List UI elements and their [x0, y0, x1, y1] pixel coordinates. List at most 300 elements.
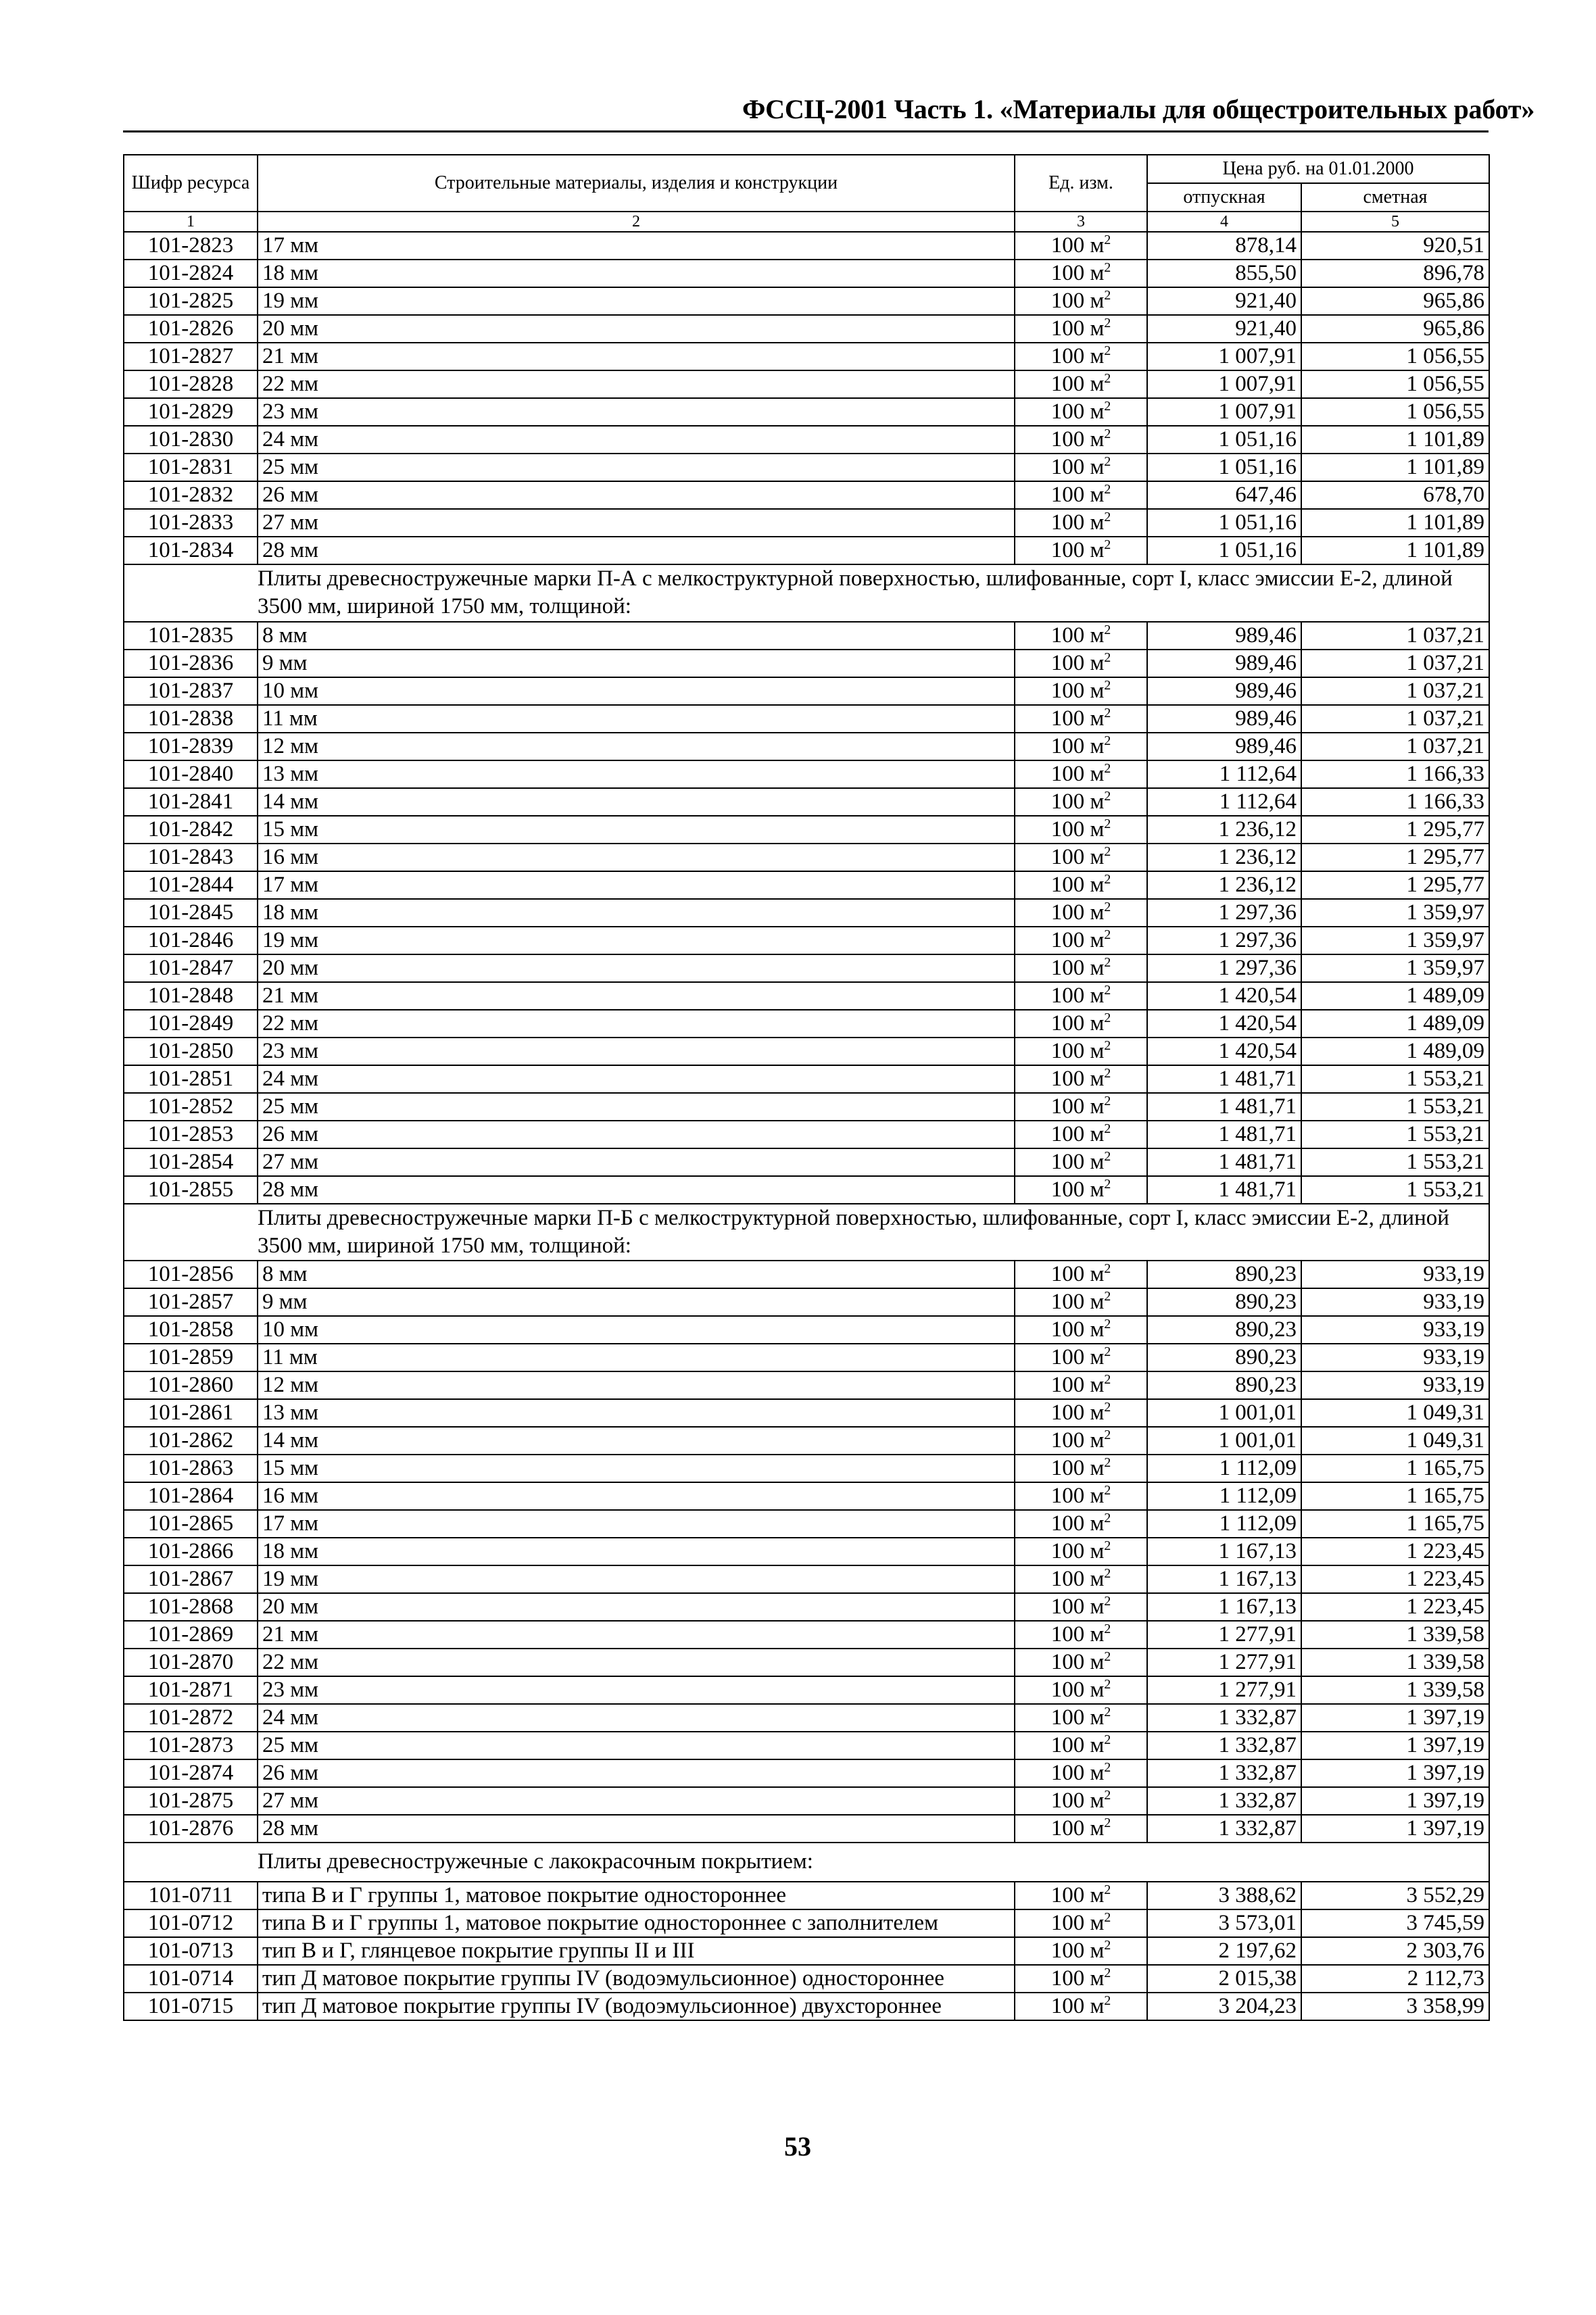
unit-cell [1015, 1909, 1147, 1937]
release-price: 1 007,91 [1147, 343, 1301, 370]
table-row [124, 1121, 1489, 1148]
resource-code: 101-2842 [124, 816, 258, 844]
estimate-price: 1 101,89 [1301, 537, 1489, 564]
header-code: Шифр ресурса [124, 155, 258, 212]
table-row [124, 1649, 1489, 1676]
estimate-price: 965,86 [1301, 287, 1489, 315]
table-body [124, 232, 1489, 2020]
table-row [124, 481, 1489, 509]
unit-text: 100 м [1050, 1484, 1105, 1508]
resource-code: 101-2869 [124, 1621, 258, 1649]
table-row [124, 622, 1489, 650]
unit-text: 100 м [1050, 1149, 1105, 1174]
resource-code: 101-2838 [124, 705, 258, 733]
material-name: 27 мм [258, 1148, 1015, 1176]
estimate-price: 1 049,31 [1301, 1427, 1489, 1455]
material-name: 22 мм [258, 370, 1015, 398]
resource-code: 101-2876 [124, 1815, 258, 1843]
unit-cell [1015, 1093, 1147, 1121]
release-price: 890,23 [1147, 1288, 1301, 1316]
unit-text: 100 м [1050, 1094, 1105, 1119]
material-name: 13 мм [258, 760, 1015, 788]
resource-code: 101-2850 [124, 1038, 258, 1065]
release-price: 1 236,12 [1147, 816, 1301, 844]
unit-text: 100 м [1050, 678, 1105, 703]
table-row [124, 426, 1489, 454]
estimate-price: 933,19 [1301, 1344, 1489, 1371]
material-name: 13 мм [258, 1399, 1015, 1427]
estimate-price: 965,86 [1301, 315, 1489, 343]
unit-cell [1015, 232, 1147, 260]
table-row [124, 1010, 1489, 1038]
estimate-price: 1 295,77 [1301, 871, 1489, 899]
estimate-price: 1 553,21 [1301, 1121, 1489, 1148]
materials-price-table [123, 154, 1490, 2021]
column-number: 1 [124, 212, 258, 232]
table-row [124, 650, 1489, 677]
unit-cell [1015, 343, 1147, 370]
resource-code: 101-2858 [124, 1316, 258, 1344]
section-row [124, 564, 1489, 622]
unit-text: 100 м [1050, 733, 1105, 758]
estimate-price: 1 359,97 [1301, 899, 1489, 927]
table-row [124, 705, 1489, 733]
release-price: 1 297,36 [1147, 927, 1301, 954]
table-row [124, 954, 1489, 982]
table-row [124, 1148, 1489, 1176]
table-row [124, 1538, 1489, 1565]
estimate-price: 1 339,58 [1301, 1676, 1489, 1704]
unit-text: 100 м [1050, 483, 1105, 507]
estimate-price: 1 223,45 [1301, 1593, 1489, 1621]
unit-cell [1015, 733, 1147, 760]
unit-cell [1015, 454, 1147, 481]
page-number: 53 [784, 2131, 811, 2162]
material-name: 26 мм [258, 1121, 1015, 1148]
estimate-price: 1 553,21 [1301, 1176, 1489, 1204]
unit-text: 100 м [1050, 1816, 1105, 1841]
material-name: 24 мм [258, 426, 1015, 454]
material-name: 22 мм [258, 1010, 1015, 1038]
material-name: 19 мм [258, 287, 1015, 315]
material-name: 12 мм [258, 733, 1015, 760]
unit-cell [1015, 760, 1147, 788]
unit-text: 100 м [1050, 900, 1105, 925]
material-name: 16 мм [258, 844, 1015, 871]
unit-text: 100 м [1050, 1883, 1105, 1907]
release-price: 1 051,16 [1147, 454, 1301, 481]
table-row [124, 1455, 1489, 1482]
estimate-price: 1 223,45 [1301, 1565, 1489, 1593]
release-price: 1 051,16 [1147, 537, 1301, 564]
unit-cell [1015, 954, 1147, 982]
release-price: 1 112,09 [1147, 1455, 1301, 1482]
release-price: 1 167,13 [1147, 1538, 1301, 1565]
unit-superscript: 2 [1104, 371, 1111, 386]
unit-superscript: 2 [1104, 1649, 1111, 1664]
material-name: тип В и Г, глянцевое покрытие группы II и III [258, 1937, 1015, 1965]
unit-text: 100 м [1050, 510, 1105, 535]
unit-superscript: 2 [1104, 927, 1111, 942]
unit-cell [1015, 788, 1147, 816]
unit-text: 100 м [1050, 1622, 1105, 1647]
release-price: 1 112,64 [1147, 788, 1301, 816]
unit-superscript: 2 [1104, 816, 1111, 831]
table-row [124, 760, 1489, 788]
material-name: 25 мм [258, 1093, 1015, 1121]
resource-code: 101-0711 [124, 1882, 258, 1909]
unit-superscript: 2 [1104, 650, 1111, 665]
column-number: 2 [258, 212, 1015, 232]
estimate-price: 1 223,45 [1301, 1538, 1489, 1565]
table-row [124, 1399, 1489, 1427]
unit-text: 100 м [1050, 372, 1105, 396]
estimate-price: 1 397,19 [1301, 1787, 1489, 1815]
release-price: 1 007,91 [1147, 398, 1301, 426]
unit-cell [1015, 1371, 1147, 1399]
release-price: 1 007,91 [1147, 370, 1301, 398]
material-name: 8 мм [258, 1261, 1015, 1288]
resource-code: 101-2853 [124, 1121, 258, 1148]
estimate-price: 1 397,19 [1301, 1704, 1489, 1732]
resource-code: 101-2870 [124, 1649, 258, 1676]
unit-superscript: 2 [1104, 454, 1111, 469]
material-name: 17 мм [258, 1510, 1015, 1538]
material-name: 21 мм [258, 343, 1015, 370]
unit-superscript: 2 [1104, 1966, 1111, 1980]
resource-code: 101-2873 [124, 1732, 258, 1759]
table-row [124, 1909, 1489, 1937]
estimate-price: 933,19 [1301, 1316, 1489, 1344]
table-row [124, 927, 1489, 954]
unit-superscript: 2 [1104, 982, 1111, 998]
table-row [124, 1093, 1489, 1121]
release-price: 1 051,16 [1147, 509, 1301, 537]
unit-text: 100 м [1050, 761, 1105, 786]
material-name: тип Д матовое покрытие группы IV (водоэмульсионное) двухстороннее [258, 1993, 1015, 2020]
unit-text: 100 м [1050, 872, 1105, 897]
estimate-price: 1 037,21 [1301, 650, 1489, 677]
unit-cell [1015, 509, 1147, 537]
unit-text: 100 м [1050, 1066, 1105, 1091]
estimate-price: 1 056,55 [1301, 343, 1489, 370]
unit-superscript: 2 [1104, 510, 1111, 525]
column-number: 3 [1015, 212, 1147, 232]
unit-cell [1015, 426, 1147, 454]
estimate-price: 3 358,99 [1301, 1993, 1489, 2020]
table-row [124, 1261, 1489, 1288]
section-row [124, 1204, 1489, 1261]
section-blank-cell [124, 564, 258, 622]
release-price: 3 388,62 [1147, 1882, 1301, 1909]
table-row [124, 232, 1489, 260]
release-price: 1 236,12 [1147, 844, 1301, 871]
release-price: 855,50 [1147, 260, 1301, 287]
release-price: 1 332,87 [1147, 1759, 1301, 1787]
unit-text: 100 м [1050, 1400, 1105, 1425]
section-title: Плиты древесностружечные марки П-А с мелкоструктурной поверхностью, шлифованные, сорт I, класс эмиссии Е-2, длиной 3500 мм, шириной 1750 мм, толщиной: [258, 564, 1489, 622]
estimate-price: 1 397,19 [1301, 1759, 1489, 1787]
release-price: 989,46 [1147, 622, 1301, 650]
resource-code: 101-2855 [124, 1176, 258, 1204]
resource-code: 101-2837 [124, 677, 258, 705]
table-row [124, 1065, 1489, 1093]
unit-text: 100 м [1050, 344, 1105, 368]
unit-text: 100 м [1050, 289, 1105, 313]
material-name: 15 мм [258, 816, 1015, 844]
unit-cell [1015, 677, 1147, 705]
table-row [124, 844, 1489, 871]
unit-cell [1015, 1455, 1147, 1482]
unit-cell [1015, 622, 1147, 650]
table-row [124, 1759, 1489, 1787]
table-row [124, 1482, 1489, 1510]
resource-code: 101-2863 [124, 1455, 258, 1482]
unit-superscript: 2 [1104, 1594, 1111, 1609]
release-price: 989,46 [1147, 705, 1301, 733]
resource-code: 101-2849 [124, 1010, 258, 1038]
unit-superscript: 2 [1104, 399, 1111, 414]
resource-code: 101-2834 [124, 537, 258, 564]
unit-cell [1015, 816, 1147, 844]
unit-cell [1015, 287, 1147, 315]
release-price: 1 481,71 [1147, 1093, 1301, 1121]
unit-superscript: 2 [1104, 1317, 1111, 1332]
unit-cell [1015, 982, 1147, 1010]
unit-superscript: 2 [1104, 1538, 1111, 1553]
resource-code: 101-2871 [124, 1676, 258, 1704]
resource-code: 101-2875 [124, 1787, 258, 1815]
resource-code: 101-2848 [124, 982, 258, 1010]
unit-superscript: 2 [1104, 1677, 1111, 1692]
section-title: Плиты древесностружечные с лакокрасочным покрытием: [258, 1843, 1489, 1882]
resource-code: 101-2828 [124, 370, 258, 398]
table-row [124, 1676, 1489, 1704]
estimate-price: 1 056,55 [1301, 398, 1489, 426]
column-number: 5 [1301, 212, 1489, 232]
table-row [124, 899, 1489, 927]
unit-text: 100 м [1050, 233, 1105, 258]
release-price: 3 573,01 [1147, 1909, 1301, 1937]
unit-superscript: 2 [1104, 1705, 1111, 1720]
unit-cell [1015, 398, 1147, 426]
unit-text: 100 м [1050, 1567, 1105, 1591]
material-name: 21 мм [258, 982, 1015, 1010]
release-price: 890,23 [1147, 1371, 1301, 1399]
unit-cell [1015, 1593, 1147, 1621]
unit-cell [1015, 1399, 1147, 1427]
table-header [124, 155, 1489, 232]
table-row [124, 1316, 1489, 1344]
estimate-price: 1 166,33 [1301, 760, 1489, 788]
material-name: 8 мм [258, 622, 1015, 650]
resource-code: 101-2831 [124, 454, 258, 481]
estimate-price: 933,19 [1301, 1261, 1489, 1288]
table-row [124, 733, 1489, 760]
unit-cell [1015, 1676, 1147, 1704]
table-row [124, 1176, 1489, 1204]
release-price: 2 015,38 [1147, 1965, 1301, 1993]
unit-superscript: 2 [1104, 1176, 1111, 1192]
estimate-price: 1 553,21 [1301, 1065, 1489, 1093]
material-name: 18 мм [258, 899, 1015, 927]
material-name: 25 мм [258, 454, 1015, 481]
release-price: 1 481,71 [1147, 1148, 1301, 1176]
release-price: 3 204,23 [1147, 1993, 1301, 2020]
unit-superscript: 2 [1104, 1148, 1111, 1164]
material-name: типа В и Г группы 1, матовое покрытие одностороннее [258, 1882, 1015, 1909]
unit-superscript: 2 [1104, 1038, 1111, 1053]
resource-code: 101-2865 [124, 1510, 258, 1538]
resource-code: 101-2836 [124, 650, 258, 677]
unit-text: 100 м [1050, 427, 1105, 452]
unit-text: 100 м [1050, 455, 1105, 479]
document-header: ФССЦ-2001 Часть 1. «Материалы для общестроительных работ» [742, 94, 1535, 124]
unit-superscript: 2 [1104, 622, 1111, 637]
resource-code: 101-2841 [124, 788, 258, 816]
unit-text: 100 м [1050, 1966, 1105, 1991]
unit-text: 100 м [1050, 1761, 1105, 1785]
resource-code: 101-2864 [124, 1482, 258, 1510]
material-name: 9 мм [258, 1288, 1015, 1316]
unit-text: 100 м [1050, 1788, 1105, 1813]
estimate-price: 1 489,09 [1301, 982, 1489, 1010]
release-price: 1 297,36 [1147, 899, 1301, 927]
unit-text: 100 м [1050, 1317, 1105, 1342]
material-name: 26 мм [258, 1759, 1015, 1787]
table-row [124, 1038, 1489, 1065]
release-price: 1 167,13 [1147, 1565, 1301, 1593]
release-price: 878,14 [1147, 232, 1301, 260]
material-name: 10 мм [258, 677, 1015, 705]
table-row [124, 1344, 1489, 1371]
resource-code: 101-2840 [124, 760, 258, 788]
table-row [124, 1288, 1489, 1316]
table-row [124, 315, 1489, 343]
table-row [124, 1621, 1489, 1649]
material-name: 22 мм [258, 1649, 1015, 1676]
material-name: тип Д матовое покрытие группы IV (водоэмульсионное) одностороннее [258, 1965, 1015, 1993]
estimate-price: 2 303,76 [1301, 1937, 1489, 1965]
release-price: 2 197,62 [1147, 1937, 1301, 1965]
unit-superscript: 2 [1104, 1511, 1111, 1526]
estimate-price: 1 359,97 [1301, 927, 1489, 954]
release-price: 989,46 [1147, 677, 1301, 705]
unit-text: 100 м [1050, 1705, 1105, 1730]
material-name: 20 мм [258, 1593, 1015, 1621]
release-price: 1 332,87 [1147, 1787, 1301, 1815]
resource-code: 101-2860 [124, 1371, 258, 1399]
release-price: 1 112,09 [1147, 1482, 1301, 1510]
material-name: 24 мм [258, 1065, 1015, 1093]
resource-code: 101-2846 [124, 927, 258, 954]
unit-superscript: 2 [1104, 871, 1111, 887]
unit-text: 100 м [1050, 650, 1105, 675]
unit-cell [1015, 1010, 1147, 1038]
unit-superscript: 2 [1104, 1455, 1111, 1470]
release-price: 1 481,71 [1147, 1121, 1301, 1148]
estimate-price: 3 745,59 [1301, 1909, 1489, 1937]
unit-text: 100 м [1050, 623, 1105, 648]
unit-text: 100 м [1050, 1511, 1105, 1536]
resource-code: 101-2827 [124, 343, 258, 370]
table-row [124, 816, 1489, 844]
unit-cell [1015, 705, 1147, 733]
unit-superscript: 2 [1104, 1093, 1111, 1108]
section-row [124, 1843, 1489, 1882]
resource-code: 101-0712 [124, 1909, 258, 1937]
estimate-price: 3 552,29 [1301, 1882, 1489, 1909]
release-price: 1 277,91 [1147, 1649, 1301, 1676]
estimate-price: 1 101,89 [1301, 509, 1489, 537]
unit-cell [1015, 1065, 1147, 1093]
estimate-price: 1 553,21 [1301, 1093, 1489, 1121]
estimate-price: 1 049,31 [1301, 1399, 1489, 1427]
release-price: 1 481,71 [1147, 1176, 1301, 1204]
release-price: 989,46 [1147, 650, 1301, 677]
unit-superscript: 2 [1104, 233, 1111, 247]
estimate-price: 678,70 [1301, 481, 1489, 509]
estimate-price: 1 037,21 [1301, 733, 1489, 760]
unit-cell [1015, 481, 1147, 509]
unit-cell [1015, 1993, 1147, 2020]
unit-text: 100 м [1050, 1121, 1105, 1146]
unit-cell [1015, 1882, 1147, 1909]
unit-text: 100 м [1050, 1678, 1105, 1702]
material-name: 23 мм [258, 1038, 1015, 1065]
material-name: 11 мм [258, 705, 1015, 733]
release-price: 989,46 [1147, 733, 1301, 760]
material-name: 28 мм [258, 537, 1015, 564]
unit-text: 100 м [1050, 1539, 1105, 1563]
material-name: 24 мм [258, 1704, 1015, 1732]
release-price: 1 332,87 [1147, 1732, 1301, 1759]
unit-text: 100 м [1050, 316, 1105, 341]
release-price: 1 420,54 [1147, 1038, 1301, 1065]
estimate-price: 2 112,73 [1301, 1965, 1489, 1993]
release-price: 1 001,01 [1147, 1399, 1301, 1427]
resource-code: 101-2824 [124, 260, 258, 287]
material-name: 20 мм [258, 315, 1015, 343]
table-row [124, 1993, 1489, 2020]
unit-superscript: 2 [1104, 733, 1111, 748]
material-name: 28 мм [258, 1815, 1015, 1843]
unit-text: 100 м [1050, 1994, 1105, 2018]
unit-superscript: 2 [1104, 788, 1111, 804]
unit-cell [1015, 1621, 1147, 1649]
unit-superscript: 2 [1104, 1566, 1111, 1581]
resource-code: 101-2845 [124, 899, 258, 927]
header-rule [123, 130, 1489, 132]
estimate-price: 1 037,21 [1301, 677, 1489, 705]
table-row [124, 454, 1489, 481]
unit-cell [1015, 1288, 1147, 1316]
estimate-price: 1 359,97 [1301, 954, 1489, 982]
table-row [124, 788, 1489, 816]
unit-text: 100 м [1050, 1594, 1105, 1619]
column-number: 4 [1147, 212, 1301, 232]
unit-cell [1015, 1787, 1147, 1815]
release-price: 890,23 [1147, 1261, 1301, 1288]
unit-superscript: 2 [1104, 844, 1111, 859]
release-price: 1 420,54 [1147, 982, 1301, 1010]
resource-code: 101-2839 [124, 733, 258, 760]
table-row [124, 1593, 1489, 1621]
resource-code: 101-2854 [124, 1148, 258, 1176]
unit-superscript: 2 [1104, 1010, 1111, 1025]
table-row [124, 1371, 1489, 1399]
unit-cell [1015, 1038, 1147, 1065]
